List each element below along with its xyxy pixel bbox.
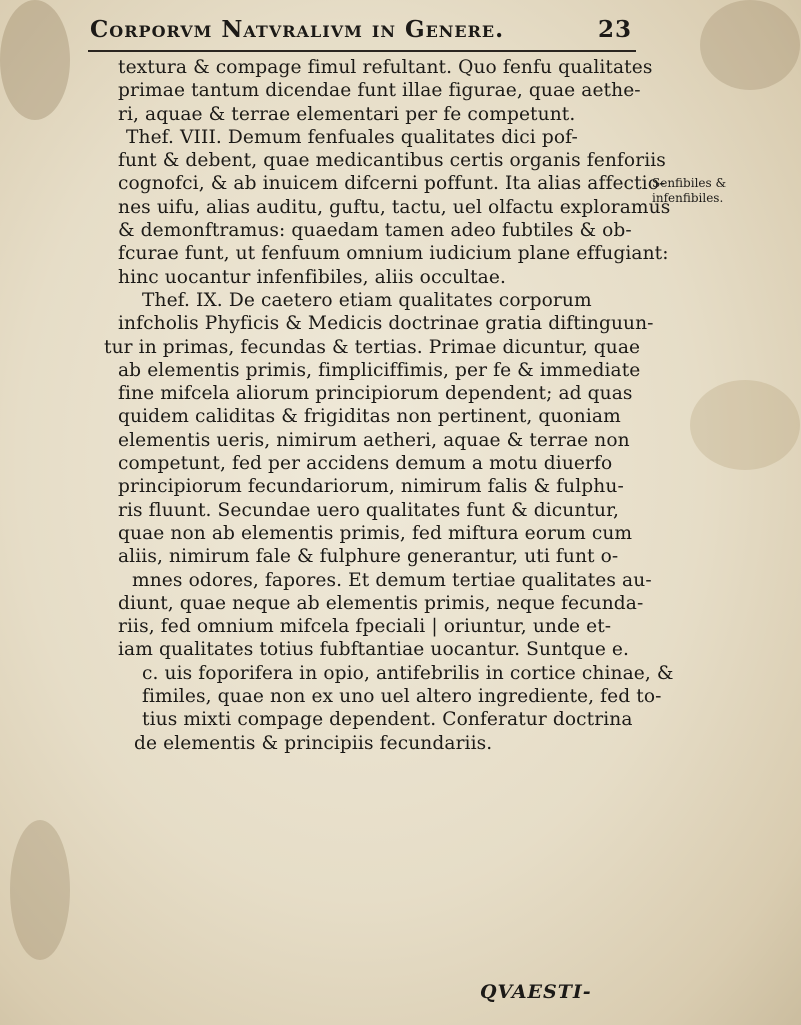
text-line: ris fluunt. Secundae uero qualitates funt & dicuntur, [118, 499, 620, 521]
marginal-note-line: Senfibiles & [652, 176, 727, 190]
text-line: fimiles, quae non ex uno uel altero ingrediente, fed to- [142, 686, 662, 708]
text-line: aliis, nimirum fale & fulphure generantur, uti funt o- [118, 546, 619, 568]
text-line: fine mifcela aliorum principiorum dependent; ad quas [118, 383, 633, 405]
text-line: iam qualitates totius fubftantiae uocantur. Suntque e. [118, 639, 630, 661]
body-text [60, 56, 674, 755]
marginal-note-line: infenfibiles. [652, 191, 724, 205]
text-line: tius mixti compage dependent. Conferatur doctrina [142, 709, 633, 731]
text-line: & demonftramus: quaedam tamen adeo fubtiles & ob- [118, 220, 632, 242]
marginal-note [652, 176, 792, 206]
thesis-8-heading: Thef. VIII. Demum fenfuales qualitates dici pof- [126, 126, 578, 148]
text-line: quidem caliditas & frigiditas non pertinent, quoniam [118, 406, 621, 428]
text-line: diunt, quae neque ab elementis primis, neque fecunda- [118, 592, 644, 614]
header-rule [88, 50, 636, 52]
catchword: QVAESTI- [480, 981, 592, 1003]
text-line: mnes odores, fapores. Et demum tertiae qualitates au- [132, 569, 652, 591]
text-line: riis, fed omnium mifcela fpeciali | oriuntur, unde et- [118, 616, 612, 638]
text-line: quae non ab elementis primis, fed miftura eorum cum [118, 522, 633, 544]
text-line: de elementis & principiis fecundariis. [134, 732, 493, 754]
text-line: cognofci, & ab inuicem difcerni poffunt. Ita alias affectio- [118, 173, 666, 195]
text-line: nes uifu, alias auditu, guftu, tactu, uel olfactu exploramus [118, 196, 671, 218]
text-line: hinc uocantur infenfibiles, aliis occultae. [118, 266, 506, 288]
text-line: tur in primas, fecundas & tertias. Primae dicuntur, quae [104, 336, 641, 358]
text-line: c. uis foporifera in opio, antifebrilis in cortice chinae, & [142, 662, 674, 684]
thesis-9-heading: Thef. IX. De caetero etiam qualitates corporum [142, 289, 592, 311]
text-line: funt & debent, quae medicantibus certis organis fenforiis [118, 150, 666, 172]
running-head-title: Corporvm Natvralivm in Genere. [90, 16, 505, 43]
text-line: elementis ueris, nimirum aetheri, aquae & terrae non [118, 429, 630, 451]
running-head [90, 16, 650, 43]
text-line: ab elementis primis, fimpliciffimis, per fe & immediate [118, 359, 641, 381]
text-line: textura & compage fimul refultant. Quo fenfu qualitates [118, 57, 653, 78]
text-line: fcurae funt, ut fenfuum omnium iudicium plane effugiant: [118, 243, 669, 265]
text-line: competunt, fed per accidens demum a motu diuerfo [118, 453, 613, 475]
text-line: principiorum fecundariorum, nimirum falis & fulphu- [118, 476, 624, 498]
page-number: 23 [598, 16, 633, 43]
text-line: ri, aquae & terrae elementari per fe competunt. [118, 103, 576, 125]
text-line: primae tantum dicendae funt illae figurae, quae aethe- [118, 80, 641, 102]
text-line: infcholis Phyficis & Medicis doctrinae gratia diftinguun- [118, 313, 654, 335]
